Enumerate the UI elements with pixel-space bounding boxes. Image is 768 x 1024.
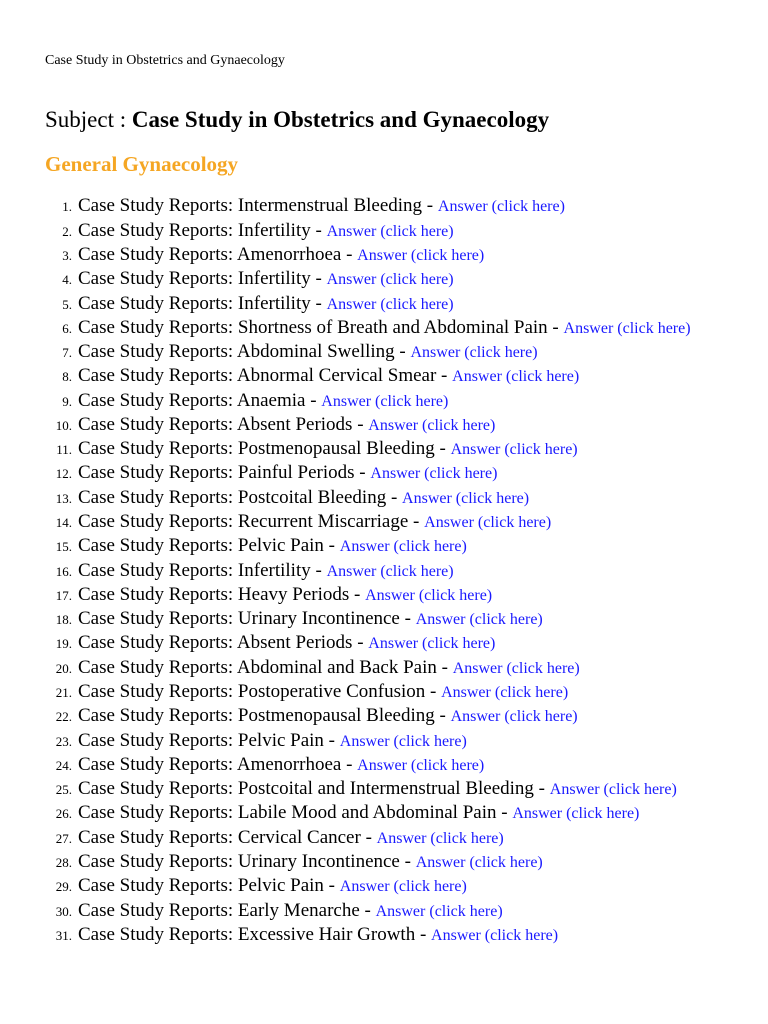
case-number: 9. [62, 393, 72, 409]
case-title: Case Study Reports: Amenorrhoea - [78, 243, 358, 265]
case-text [78, 802, 705, 826]
case-item [45, 729, 705, 753]
case-item [45, 365, 705, 389]
case-title: Case Study Reports: Amenorrhoea - [78, 753, 358, 775]
case-text [78, 341, 705, 365]
answer-link[interactable]: Answer (click here) [441, 684, 569, 702]
case-item [45, 486, 705, 510]
case-number: 13. [55, 490, 72, 506]
case-number: 14. [55, 515, 72, 531]
case-number: 6. [62, 320, 72, 336]
case-title: Case Study Reports: Pelvic Pain - [78, 875, 340, 897]
case-title: Case Study Reports: Early Menarche - [78, 899, 376, 921]
case-title: Case Study Reports: Urinary Incontinence - [78, 850, 416, 872]
case-number: 11. [56, 442, 72, 458]
case-title: Case Study Reports: Shortness of Breath and Abdominal Pain - [78, 316, 564, 338]
case-title: Case Study Reports: Infertility - [78, 292, 327, 314]
case-title: Case Study Reports: Postmenopausal Bleeding - [78, 438, 451, 460]
case-title: Case Study Reports: Excessive Hair Growth - [78, 923, 432, 945]
answer-link[interactable]: Answer (click here) [415, 611, 543, 629]
case-item [45, 244, 705, 268]
case-text [78, 826, 705, 850]
case-title: Case Study Reports: Infertility - [78, 268, 327, 290]
case-number: 7. [62, 345, 72, 361]
case-text [78, 778, 705, 802]
case-text [78, 365, 705, 389]
case-title: Case Study Reports: Abdominal and Back Pain - [78, 656, 453, 678]
case-item [45, 535, 705, 559]
case-title: Case Study Reports: Postcoital Bleeding - [78, 486, 403, 508]
case-item [45, 899, 705, 923]
answer-link[interactable]: Answer (click here) [452, 368, 580, 386]
case-number: 4. [62, 272, 72, 288]
case-text [78, 438, 705, 462]
case-title: Case Study Reports: Heavy Periods - [78, 583, 366, 605]
answer-link[interactable]: Answer (click here) [339, 538, 467, 556]
case-title: Case Study Reports: Postmenopausal Bleeding - [78, 705, 451, 727]
case-item [45, 802, 705, 826]
answer-link[interactable]: Answer (click here) [326, 222, 454, 240]
case-list [45, 195, 705, 948]
case-text [78, 851, 705, 875]
case-number: 27. [55, 830, 72, 846]
case-text [78, 219, 705, 243]
answer-link[interactable]: Answer (click here) [512, 805, 640, 823]
case-item [45, 826, 705, 850]
case-item [45, 681, 705, 705]
case-text [78, 899, 705, 923]
case-text [78, 875, 705, 899]
case-number: 24. [55, 757, 72, 773]
subject-label: Subject : [45, 107, 132, 132]
answer-link[interactable]: Answer (click here) [368, 635, 496, 653]
case-title: Case Study Reports: Pelvic Pain - [78, 729, 340, 751]
case-title: Case Study Reports: Postcoital and Intermenstrual Bleeding - [78, 778, 550, 800]
case-item [45, 268, 705, 292]
case-number: 22. [55, 709, 72, 725]
case-number: 1. [62, 199, 72, 215]
case-title: Case Study Reports: Urinary Incontinence - [78, 608, 416, 630]
case-text [78, 923, 705, 947]
case-text [78, 729, 705, 753]
case-text [78, 414, 705, 438]
case-item [45, 462, 705, 486]
answer-link[interactable]: Answer (click here) [370, 465, 498, 483]
case-text [78, 486, 705, 510]
case-item [45, 584, 705, 608]
case-number: 17. [55, 587, 72, 603]
case-title: Case Study Reports: Intermenstrual Bleeding - [78, 195, 438, 217]
case-item [45, 923, 705, 947]
case-title: Case Study Reports: Cervical Cancer - [78, 826, 377, 848]
answer-link[interactable]: Answer (click here) [365, 586, 493, 604]
case-text [78, 462, 705, 486]
case-item [45, 608, 705, 632]
case-title: Case Study Reports: Abdominal Swelling - [78, 341, 411, 363]
page-title [45, 106, 549, 134]
case-number: 10. [55, 417, 72, 433]
case-number: 12. [55, 466, 72, 482]
answer-link[interactable]: Answer (click here) [321, 392, 449, 410]
case-number: 20. [55, 660, 72, 676]
case-item [45, 316, 705, 340]
case-number: 31. [55, 927, 72, 943]
case-number: 30. [55, 903, 72, 919]
case-title: Case Study Reports: Postoperative Confusion - [78, 681, 442, 703]
case-title: Case Study Reports: Pelvic Pain - [78, 535, 340, 557]
case-item [45, 632, 705, 656]
answer-link[interactable]: Answer (click here) [376, 829, 504, 847]
case-item [45, 341, 705, 365]
answer-link[interactable]: Answer (click here) [326, 295, 454, 313]
case-item [45, 559, 705, 583]
case-number: 8. [62, 369, 72, 385]
answer-link[interactable]: Answer (click here) [450, 441, 578, 459]
answer-link[interactable]: Answer (click here) [450, 708, 578, 726]
answer-link[interactable]: Answer (click here) [326, 562, 454, 580]
case-item [45, 753, 705, 777]
case-text [78, 316, 705, 340]
case-item [45, 778, 705, 802]
answer-link[interactable]: Answer (click here) [431, 926, 559, 944]
case-item [45, 195, 705, 219]
section-heading: General Gynaecology [45, 152, 239, 176]
subject-title: Case Study in Obstetrics and Gynaecology [131, 107, 550, 132]
case-item [45, 656, 705, 680]
case-text [78, 389, 705, 413]
case-title: Case Study Reports: Absent Periods - [78, 632, 369, 654]
running-header: Case Study in Obstetrics and Gynaecology [45, 53, 285, 68]
case-text [78, 535, 705, 559]
case-text [78, 268, 705, 292]
case-number: 5. [62, 296, 72, 312]
case-title: Case Study Reports: Anaemia - [78, 389, 322, 411]
case-text [78, 681, 705, 705]
case-text [78, 656, 705, 680]
case-text [78, 584, 705, 608]
case-text [78, 511, 705, 535]
case-title: Case Study Reports: Labile Mood and Abdominal Pain - [78, 802, 513, 824]
case-number: 21. [55, 685, 72, 701]
answer-link[interactable]: Answer (click here) [415, 853, 543, 871]
case-text [78, 632, 705, 656]
case-item [45, 292, 705, 316]
case-number: 15. [55, 539, 72, 555]
answer-link[interactable]: Answer (click here) [357, 246, 485, 264]
case-title: Case Study Reports: Recurrent Miscarriage - [78, 511, 425, 533]
case-text [78, 195, 705, 219]
case-number: 2. [62, 223, 72, 239]
case-title: Case Study Reports: Absent Periods - [78, 413, 369, 435]
answer-link[interactable]: Answer (click here) [326, 271, 454, 289]
answer-link[interactable]: Answer (click here) [549, 781, 677, 799]
answer-link[interactable]: Answer (click here) [452, 659, 580, 677]
case-item [45, 705, 705, 729]
case-text [78, 292, 705, 316]
case-text [78, 608, 705, 632]
answer-link[interactable]: Answer (click here) [339, 878, 467, 896]
case-text [78, 559, 705, 583]
case-number: 23. [55, 733, 72, 749]
case-item [45, 511, 705, 535]
answer-link[interactable]: Answer (click here) [437, 198, 565, 216]
answer-link[interactable]: Answer (click here) [563, 319, 691, 337]
answer-link[interactable]: Answer (click here) [368, 416, 496, 434]
case-number: 25. [55, 782, 72, 798]
case-item [45, 438, 705, 462]
case-number: 28. [55, 854, 72, 870]
answer-link[interactable]: Answer (click here) [339, 732, 467, 750]
answer-link[interactable]: Answer (click here) [402, 489, 530, 507]
case-number: 26. [55, 806, 72, 822]
case-number: 16. [55, 563, 72, 579]
case-number: 18. [55, 612, 72, 628]
case-item [45, 219, 705, 243]
case-title: Case Study Reports: Abnormal Cervical Smear - [78, 365, 453, 387]
answer-link[interactable]: Answer (click here) [375, 902, 503, 920]
case-title: Case Study Reports: Infertility - [78, 219, 327, 241]
case-title: Case Study Reports: Infertility - [78, 559, 327, 581]
case-number: 29. [55, 879, 72, 895]
case-text [78, 753, 705, 777]
case-text [78, 705, 705, 729]
case-number: 3. [62, 247, 72, 263]
case-item [45, 875, 705, 899]
case-item [45, 389, 705, 413]
case-text [78, 244, 705, 268]
answer-link[interactable]: Answer (click here) [424, 514, 552, 532]
case-item [45, 851, 705, 875]
answer-link[interactable]: Answer (click here) [410, 344, 538, 362]
answer-link[interactable]: Answer (click here) [357, 756, 485, 774]
case-number: 19. [55, 636, 72, 652]
case-title: Case Study Reports: Painful Periods - [78, 462, 371, 484]
case-item [45, 414, 705, 438]
